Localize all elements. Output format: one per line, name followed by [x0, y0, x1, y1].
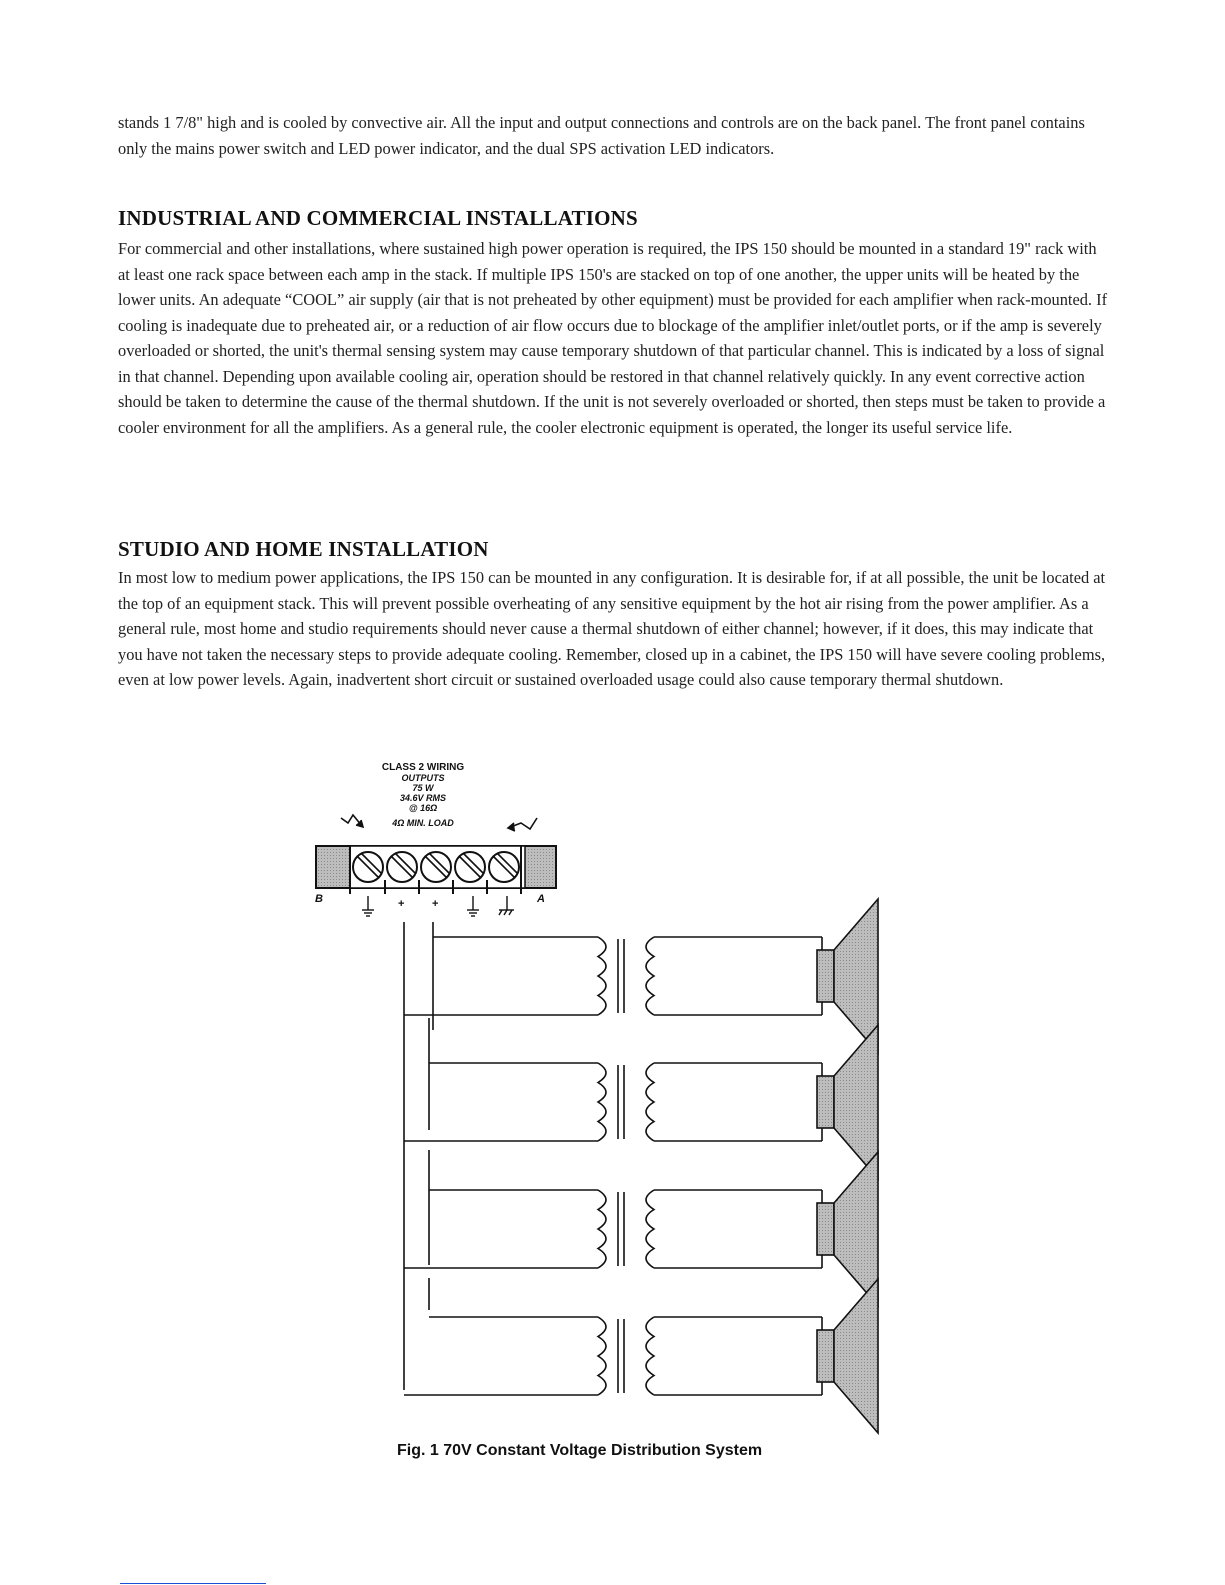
- signal-arrow-right-icon: [508, 818, 537, 831]
- footer-link-underline[interactable]: [120, 1583, 266, 1584]
- speaker-icon: [817, 1279, 878, 1433]
- speaker-branch: [404, 1190, 822, 1268]
- speaker-icon: [817, 1025, 878, 1179]
- chassis-ground-icon: [499, 896, 514, 915]
- speaker-branch: [404, 1063, 822, 1141]
- signal-arrow-left-icon: [341, 815, 363, 827]
- distribution-bus: [404, 922, 433, 1390]
- terminal-a-label: A: [537, 893, 545, 905]
- wiring-label: [382, 762, 464, 828]
- speaker-icon: [817, 899, 878, 1053]
- studio-paragraph: In most low to medium power applications, the IPS 150 can be mounted in any configuration. It is desirable for, if at all possible, the unit be located at the top of an equipment stack. This will prevent possible overheating of any sensitive equipment by the hot air rising from the power amplifier. As a general rule, most home and studio requirements should never cause a thermal shutdown of either channel; however, if it does, this may indicate that you have not taken the necessary steps to provide adequate cooling. Remember, closed up in a cabinet, the IPS 150 will have severe cooling problems, even at low power levels. Again, inadvertent short circuit or sustained overloaded usage could also cause temporary thermal shutdown.: [118, 568, 1106, 689]
- industrial-heading: INDUSTRIAL AND COMMERCIAL INSTALLATIONS: [118, 206, 638, 230]
- speaker-branch: [404, 1317, 822, 1395]
- label-outputs: OUTPUTS: [401, 773, 445, 783]
- label-min-load: 4Ω MIN. LOAD: [392, 818, 454, 828]
- terminal-strip: [316, 846, 556, 894]
- industrial-paragraph: For commercial and other installations, where sustained high power operation is required, the IPS 150 should be mounted in a standard 19" rack with at least one rack space between each amp in the stack. If multiple IPS 150's are stacked on top of one another, the upper units will be heated by the lower units. An adequate “COOL” air supply (air that is not preheated by other equipment) must be provided for each amplifier when rack-mounted. If cooling is inadequate due to preheated air, or a reduction of air flow occurs due to blockage of the amplifier inlet/outlet ports, or if the amp is severely overloaded or shorted, the unit's thermal sensing system may cause temporary shutdown of that particular channel. This is indicated by a loss of signal in that channel. Depending upon available cooling air, operation should be restored in that channel relatively quickly. In any event corrective action should be taken to determine the cause of the thermal shutdown. If the unit is not severely overloaded or shorted, then steps must be taken to provide a cooler environment for all the amplifiers. As a general rule, the cooler electronic equipment is operated, the longer its useful service life.: [118, 239, 1108, 437]
- terminal-plus-label: +: [398, 898, 405, 910]
- speaker-icon: [817, 1152, 878, 1306]
- ground-icon: [362, 896, 374, 916]
- speaker-branch: [404, 937, 822, 1015]
- label-class2: CLASS 2 WIRING: [381, 762, 465, 773]
- label-volts: 34.6V RMS: [399, 793, 447, 803]
- figure-caption: Fig. 1 70V Constant Voltage Distribution System: [397, 1442, 763, 1459]
- terminal-plus-label: +: [432, 898, 439, 910]
- label-watts: 75 W: [412, 783, 434, 793]
- intro-paragraph: stands 1 7/8" high and is cooled by convective air. All the input and output connections and controls are on the back panel. The front panel contains only the mains power switch and LED power indicator, and the dual SPS activation LED indicators.: [118, 113, 1085, 158]
- studio-heading: STUDIO AND HOME INSTALLATION: [118, 537, 489, 561]
- label-impedance: @ 16Ω: [408, 803, 438, 813]
- ground-icon: [467, 896, 479, 916]
- terminal-b-label: B: [315, 893, 323, 905]
